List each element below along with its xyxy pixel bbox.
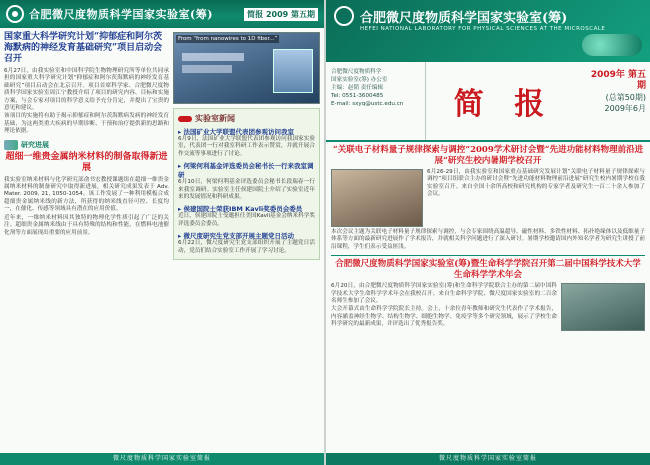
contact-line: E-mail: sxyq@ustc.edu.cn — [331, 101, 404, 107]
molecule-art-icon — [582, 34, 642, 56]
news-text: 6月9日，法国矿业大学联盟代表团参观访问我国家实验室，代表团一行对我室科研工作表示赞赏，并就开展合作交流等事项进行了讨论。 — [178, 136, 315, 157]
right-banner-title: 合肥微尺度物质科学国家实验室(筹) — [360, 11, 568, 26]
right-body-2: 6月20日，由合肥微尺度物质科学国家实验室(筹)和生命科学学院联合主办的第二届中国科学技术大学生命科学学术年会在我校召开。来自生命科学学院、微尺度国家实验室的二百余名师生参加了会议。 — [331, 283, 557, 305]
research-figure — [173, 32, 320, 104]
left-body-2b: 近年来，一维纳米材料因其独特的物理化学性质引起了广泛的关注。超细贵金属纳米线由于具有特殊的结构和性能，在燃料电池催化剂等方面展现出重要的应用前景。 — [4, 214, 169, 236]
issue-date: 2009年6月 — [604, 104, 646, 113]
news-title: ▸ 法国矿业大学联盟代表团参观访问我室 — [178, 128, 295, 136]
news-text: 6月10日，何梁何利基金评选委员会秘书长段瑞春一行来我室调研。实验室主任侯建国院士介绍了实验室近年来的发展情况和科研成果。 — [178, 179, 315, 201]
news-title: ▸ 何梁何利基金评选委员会秘书长一行来我室调研 — [178, 162, 314, 180]
left-body-2: 我实验室纳米材料与化学研究部俞书宏教授课题组在超细一维贵金属纳米材料的制备研究中取得新进展，相关研究成果发表于 Adv. Mater. 2009, 21, 1050-1054。该工作发展了一种利用模板合成超细贵金属纳米线的新方法，所获得的纳米线直径可控、长度均一，在催化、传感等领域具有潜在的应用价值。 — [4, 176, 169, 213]
issue-total: (总第50期) — [605, 93, 646, 102]
decor-icon — [178, 116, 192, 122]
news-item — [178, 161, 315, 201]
forum-photo — [561, 283, 645, 331]
news-item — [178, 204, 315, 228]
conference-photo — [331, 169, 423, 227]
right-body-2b: 大会开幕式由生命科学学院院长主持。会上，十余位青年教师和研究生代表作了学术报告，内容涵盖神经生物学、结构生物学、细胞生物学、免疫学等多个研究领域，展示了学校生命科学研究的最新成果，并评选出了优秀报告奖。 — [331, 306, 557, 328]
left-footer: 微尺度物质科学国家实验室简报 — [0, 453, 324, 465]
figure-caption: From “from nanowires to 1D fiber...” — [178, 36, 278, 42]
news-title: ▸ 侯建国院士荣获IBM Kavli奖委员会委员 — [178, 205, 303, 214]
news-title: ▸ 微尺度研究生党支部开展主题党日活动 — [178, 232, 295, 241]
left-masthead — [0, 0, 324, 28]
news-text: 近日，侯建国院士受邀担任美国Kavli基金会纳米科学奖评选委员会委员。 — [178, 213, 315, 227]
right-footer: 微尺度物质科学国家实验室简报 — [326, 453, 650, 465]
left-body-1: 6月27日，由我实验室和中国科学院生物物理研究所等单位共同承担的国家重大科学研究计划“抑郁症和阿尔茨海默病的神经发育基础研究”项目启动会在北京召开。项目首席科学家、合肥微尺度物质科学国家实验室周江宁教授介绍了项目的研究内容、目标和实施方案，与会专家对项目的科学意义给予充分肯定，并提出了宝贵的意见和建议。 — [4, 68, 169, 112]
briefing-title: 简 报 — [453, 87, 555, 122]
left-masthead-title: 合肥微尺度物质科学国家实验室(筹) — [29, 8, 213, 21]
right-page — [326, 0, 650, 465]
lab-news-header — [178, 113, 315, 124]
section-divider — [331, 255, 645, 256]
section-icon — [4, 140, 18, 150]
right-banner-subtitle: HEFEI NATIONAL LABORATORY FOR PHYSICAL SCIENCES AT THE MICROSCALE — [360, 26, 606, 32]
contact-line: 合肥微尺度物质科学 — [331, 69, 382, 75]
issue-box — [582, 62, 650, 140]
right-banner — [326, 0, 650, 62]
news-item — [178, 127, 315, 158]
left-headline-1: 国家重大科学研究计划“抑郁症和阿尔茨海默病的神经发育基础研究”项目启动会召开 — [4, 32, 163, 64]
lab-news-label: 实验室新闻 — [195, 114, 235, 123]
left-page: 合肥微尺度物质科学国家实验室(筹) 简报 2009 第五期 国家重大科学研究计划“抑郁症和阿尔茨海默病的神经发育基础研究”项目启动会召开 6月27日，由我实验室和中国科学院生物物理研究所等单位共同承担的国家重大科学研究计划“抑郁症和阿尔茨海默病的神经发育基础研究”项目启动会在北京召开。项目首席科学家、合肥微尺度物质科学国家实验室周江宁教授介绍了项目的研究内容、目标和实施方案，与会专家对项目的科学意义给予充分肯定，并提出了宝贵的意见和建议。 该项目的实施将有助于揭示抑郁症和阿尔茨海默病发病的神经发育基础，为这两类重大疾病的早期诊断、干预和治疗提供新的思路和理论依据。 研究进展 超细一维贵金属纳米材料的制备取得新进展 我实验室纳米材料与化学研究部俞书宏教授课题组在超细一维贵金属纳米材料的制备研究中取得新进展，相关研究成果发表于 Adv. Mater. 2009, 21, 1050-1054。该工作发展了一种利用模板合成超细贵金属纳米线的新方法，所获得的纳米线直径可控、长度均一，在催化、传感等领域具有潜在的应用价值。 近年来，一维纳米材料因其独特的物理化学性质引起了广泛的关注。超细贵金属纳米线由于具有特殊的结构和性能，在燃料电池催化剂等方面展现出重要的应用前景。 From “from nanowires to 1D fiber...” 实验室新闻 ▸ 法国矿业大学联盟代表团参观访问我室 6月9日，法国矿业大学联盟代表团参观访问我国家实验室，代表团一行对我室科研工作表示赞赏，并就开展合作交流等事项进行了讨论。 ▸ 何梁何利基金评选委员会秘书长一行来我室调研 6月10日，何梁何利基金评选委员会秘书长段瑞春一行来我室调研。实验室主任侯建国院士介绍了实验室近年来的发展情况和科研成果。 ▸ 侯建国院士荣获IBM Kavli奖委员会委员 近日，侯建国院士受邀担任美国Kavli基金会纳米科学奖评选委员会委员。 ▸ 微尺度研究生党支部开展主题党日活动 6月22日，微尺度研究生党支部组织开展了主题党日活动，党员们结合实验室工作开展了学习讨论。 微尺度物质科学国家实验室简报 — [0, 0, 324, 465]
contact-line: Tel: 0551-3600485 — [331, 93, 384, 99]
lab-logo-icon — [334, 6, 354, 26]
lab-logo-icon — [6, 5, 24, 23]
right-headline-2: 合肥微尺度物质科学国家实验室(筹)暨生命科学学院召开第二届中国科学技术大学生命科学学术年会 — [335, 259, 641, 280]
right-body-1: 6月26-29日，由我实验室和国家重点基础研究发展计划“关联电子材料量子规律探索与调控”项目组联合主办的研讨会暨“先进功能材料物理前沿进展”研究生校内暑期学校在我实验室召开。来自全国十余所高校和研究机构的专家学者及研究生一百二十余人参加了会议。 — [427, 169, 645, 198]
left-issue-label: 简报 2009 第五期 — [244, 8, 318, 21]
right-body-1b: 本次会议主题为关联电子材料量子规律探索与调控，与会专家围绕高温超导、磁性材料、多铁性材料、拓扑绝缘体以及低维量子体系等方面的最新研究进展作了学术报告，并就相关科学问题进行了深入研讨。暑期学校邀请国内外知名学者为研究生讲授了前沿课程，学生们表示受益匪浅。 — [331, 229, 645, 250]
news-item — [178, 231, 315, 255]
right-headline-1: “关联电子材料量子规律探索与调控”2009学术研讨会暨“先进功能材料物理前沿进展”研究生校内暑期学校召开 — [332, 145, 644, 166]
news-text: 6月22日，微尺度研究生党支部组织开展了主题党日活动，党员们结合实验室工作开展了学习讨论。 — [178, 240, 315, 254]
left-headline-2: 超细一维贵金属纳米材料的制备取得新进展 — [5, 151, 168, 173]
left-body-1b: 该项目的实施将有助于揭示抑郁症和阿尔茨海默病发病的神经发育基础，为这两类重大疾病的早期诊断、干预和治疗提供新的思路和理论依据。 — [4, 113, 169, 135]
contact-line: 主编：赵韬 责任编辑 — [331, 85, 384, 91]
issue-number: 2009年 第五期 — [590, 70, 646, 91]
contact-line: 国家实验室(筹) 办公室 — [331, 77, 388, 83]
lab-news-box — [173, 108, 320, 260]
contact-block — [326, 62, 426, 140]
issue-masthead — [326, 62, 650, 142]
